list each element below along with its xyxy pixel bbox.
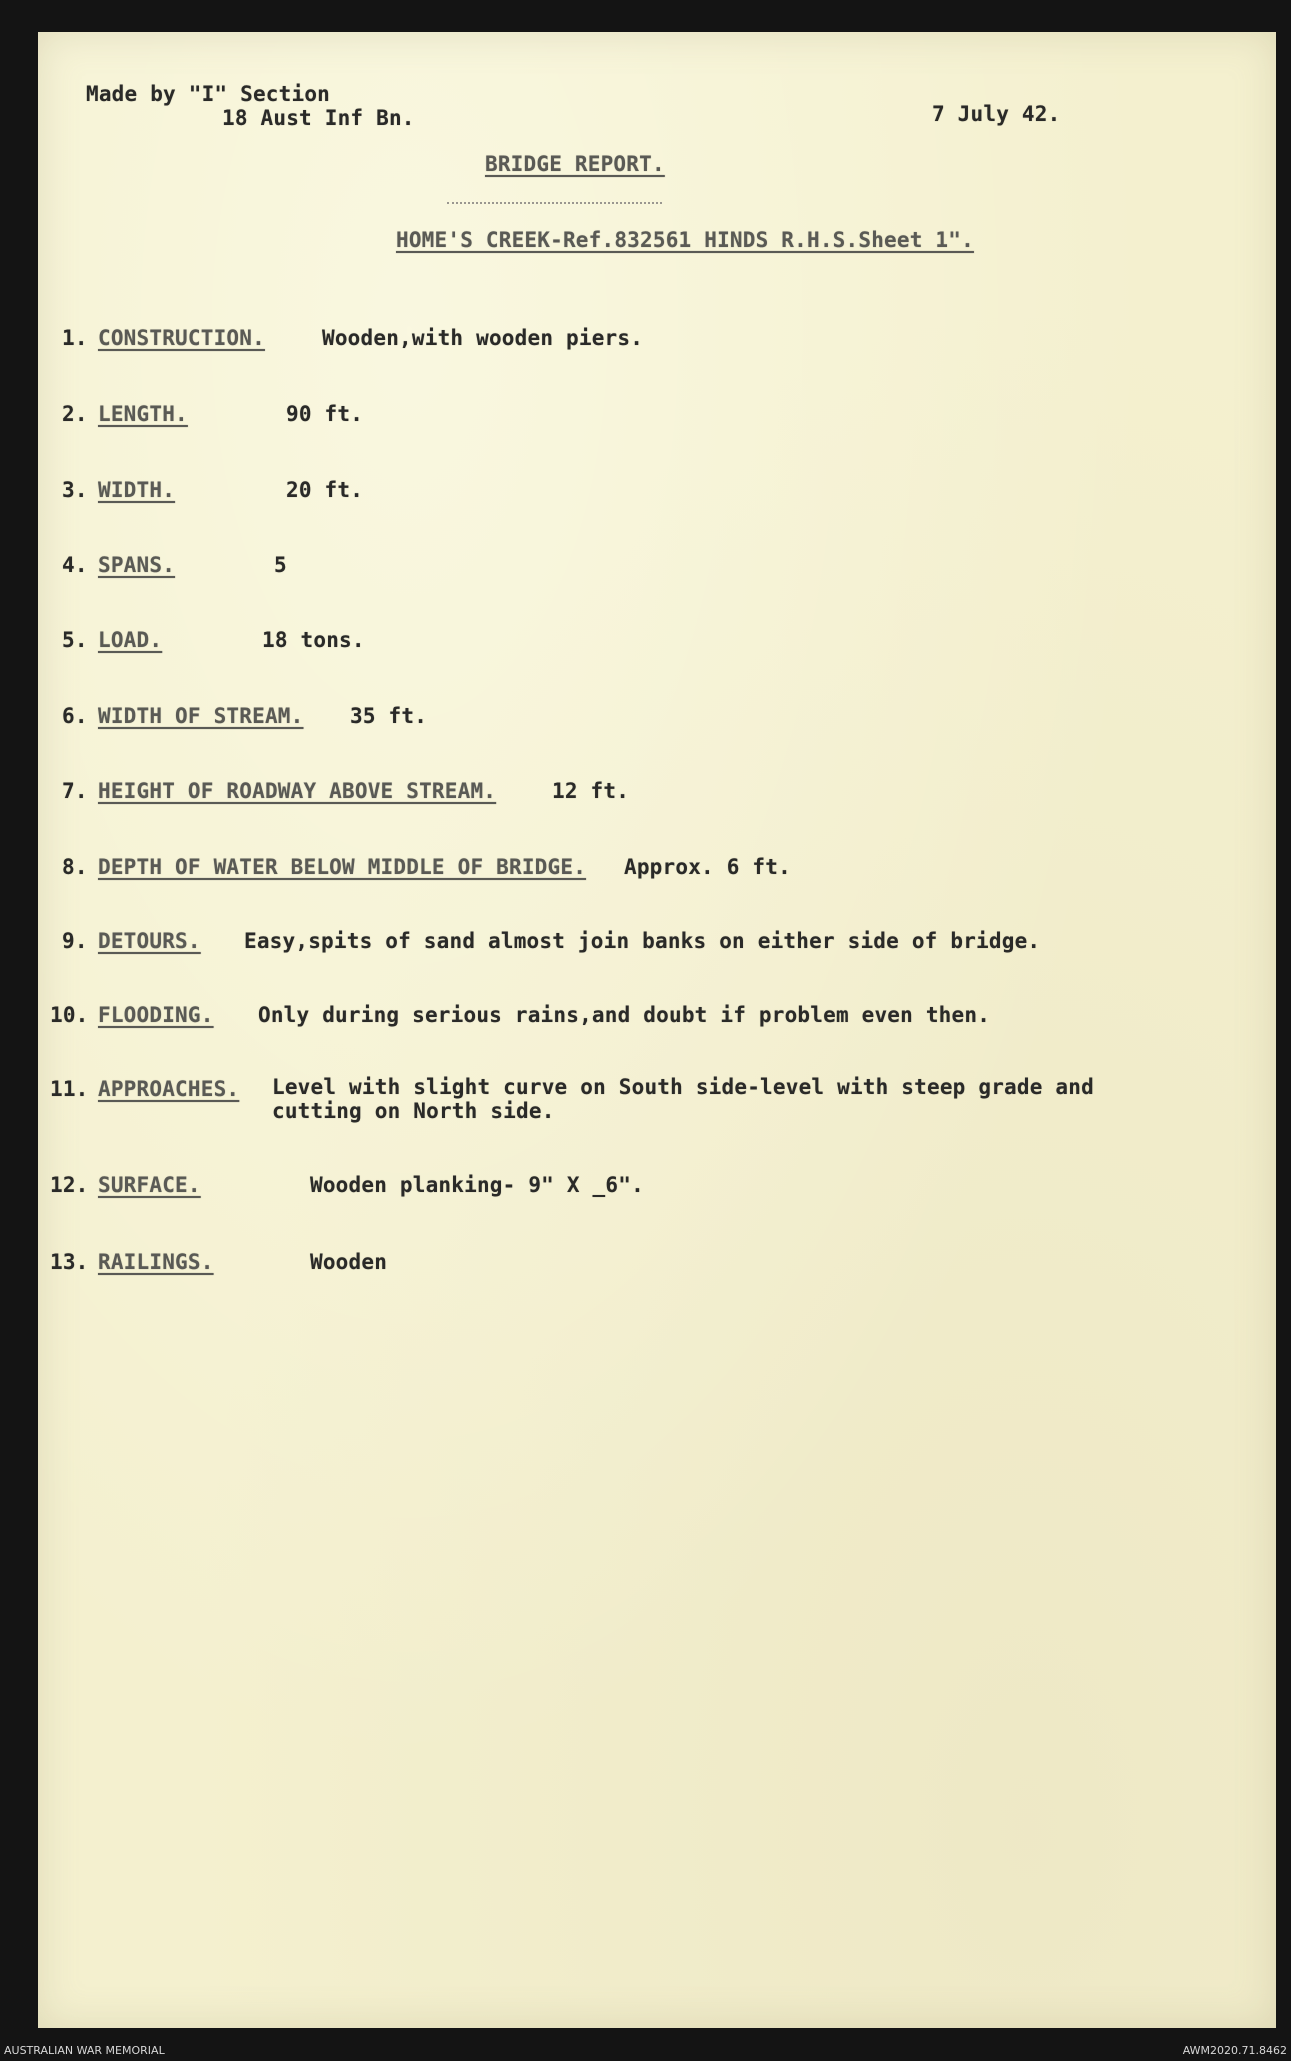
item-label-spans: SPANS. [98,553,176,577]
title-divider [447,202,662,204]
footer-archive-label: AUSTRALIAN WAR MEMORIAL [4,2044,165,2057]
item-number: 12. [50,1173,89,1197]
item-value-length: 90 ft. [286,402,364,426]
item-number: 2. [62,402,88,426]
item-label-height-of-roadway: HEIGHT OF ROADWAY ABOVE STREAM. [98,779,497,803]
item-number: 6. [62,704,88,728]
item-number: 1. [62,326,88,350]
item-label-surface: SURFACE. [98,1173,201,1197]
item-value-flooding: Only during serious rains,and doubt if problem even then. [258,1003,991,1027]
item-label-detours: DETOURS. [98,929,201,953]
report-date: 7 July 42. [932,102,1061,126]
item-value-approaches: Level with slight curve on South side-level with steep grade and cutting on North side. [272,1075,1094,1123]
item-number: 4. [62,553,88,577]
item-number: 8. [62,855,88,879]
item-number: 9. [62,929,88,953]
item-value-width-of-stream: 35 ft. [350,704,428,728]
item-value-detours: Easy,spits of sand almost join banks on either side of bridge. [244,929,1041,953]
item-number: 11. [50,1077,89,1101]
item-number: 7. [62,779,88,803]
item-value-load: 18 tons. [262,628,365,652]
item-label-railings: RAILINGS. [98,1250,214,1274]
item-label-approaches: APPROACHES. [98,1077,240,1101]
item-label-construction: CONSTRUCTION. [98,326,265,350]
item-value-surface: Wooden planking- 9" X _6". [310,1173,644,1197]
footer-accession-number: AWM2020.71.8462 [1182,2044,1287,2057]
item-value-depth-of-water: Approx. 6 ft. [624,855,791,879]
item-number: 10. [50,1003,89,1027]
item-number: 5. [62,628,88,652]
item-label-width: WIDTH. [98,478,176,502]
report-title: BRIDGE REPORT. [485,152,665,176]
made-by-line-1: Made by "I" Section [86,82,331,106]
report-subtitle: HOME'S CREEK-Ref.832561 HINDS R.H.S.Sheet 1". [396,228,974,252]
made-by-line-2: 18 Aust Inf Bn. [222,106,415,130]
item-value-construction: Wooden,with wooden piers. [322,326,644,350]
item-label-depth-of-water: DEPTH OF WATER BELOW MIDDLE OF BRIDGE. [98,855,587,879]
item-label-flooding: FLOODING. [98,1003,214,1027]
item-value-width: 20 ft. [286,478,364,502]
item-label-load: LOAD. [98,628,163,652]
item-number: 13. [50,1250,89,1274]
item-value-height-of-roadway: 12 ft. [552,779,630,803]
item-value-spans: 5 [274,553,287,577]
item-value-railings: Wooden [310,1250,388,1274]
item-number: 3. [62,478,88,502]
item-label-width-of-stream: WIDTH OF STREAM. [98,704,304,728]
item-label-length: LENGTH. [98,402,188,426]
